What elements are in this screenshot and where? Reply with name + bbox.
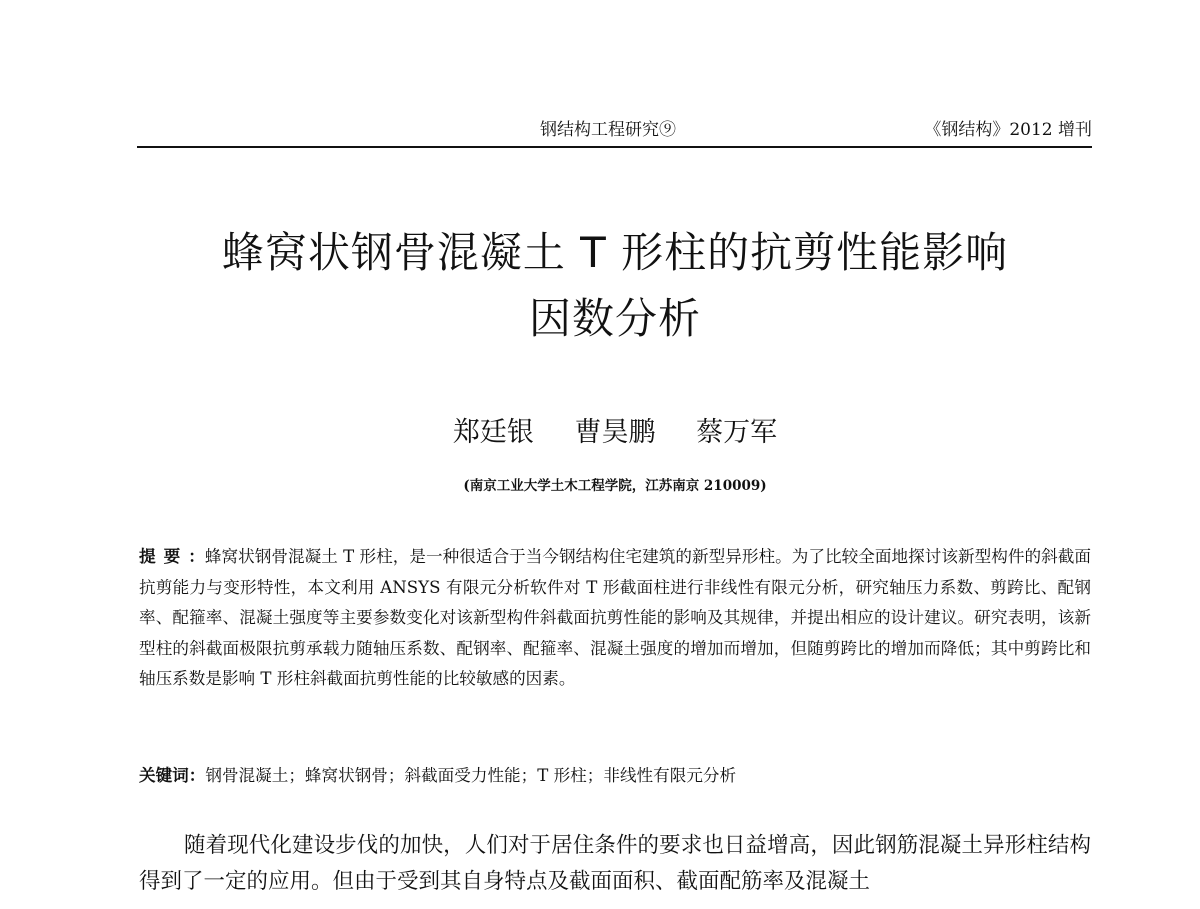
abstract-label: 提要 <box>139 546 189 566</box>
keywords <box>139 760 1091 791</box>
series-title: 钢结构工程研究⑨ <box>540 120 676 140</box>
title-line-2: 因数分析 <box>528 294 701 343</box>
body-paragraph: 随着现代化建设步伐的加快，人们对于居住条件的要求也日益增高，因此钢筋混凝土异形柱结构得到了一定的应用。但由于受到其自身特点及截面面积、截面配筋率及混凝土 <box>139 833 1091 894</box>
author-name: 蔡万军 <box>696 417 778 448</box>
keywords-text: 钢骨混凝土；蜂窝状钢骨；斜截面受力性能；T 形柱；非线性有限元分析 <box>205 766 737 785</box>
abstract-text: 蜂窝状钢骨混凝土 T 形柱，是一种很适合于当今钢结构住宅建筑的新型异形柱。为了比较全面地探讨该新型构件的斜截面抗剪能力与变形特性，本文利用 ANSYS 有限元分析软件对 T 形截面柱进行非线性有限元分析，研究轴压力系数、剪跨比、配钢率、配箍率、混凝土强度等主要参数变化对该新型构件斜截面抗剪性能的影响及其规律，并提出相应的设计建议。研究表明，该新型柱的斜截面极限抗剪承载力随轴压系数、配钢率、配箍率、混凝土强度的增加而增加，但随剪跨比的增加而降低；其中剪跨比和轴压系数是影响 T 形柱斜截面抗剪性能的比较敏感的因素。 <box>139 547 1091 688</box>
title-line-1: 蜂窝状钢骨混凝土 T 形柱的抗剪性能影响 <box>221 228 1009 277</box>
author-list <box>140 410 1090 449</box>
abstract <box>139 541 1091 695</box>
running-header <box>137 112 1092 148</box>
abstract-label-colon: ： <box>188 546 205 566</box>
author-name: 郑廷银 <box>452 417 534 448</box>
keywords-label: 关键词： <box>139 765 206 785</box>
author-affiliation: (南京工业大学土木工程学院，江苏南京 210009) <box>463 478 767 494</box>
article-title <box>140 220 1090 352</box>
author-name: 曹昊鹏 <box>574 417 656 448</box>
journal-issue: 《钢结构》2012 增刊 <box>924 120 1092 140</box>
